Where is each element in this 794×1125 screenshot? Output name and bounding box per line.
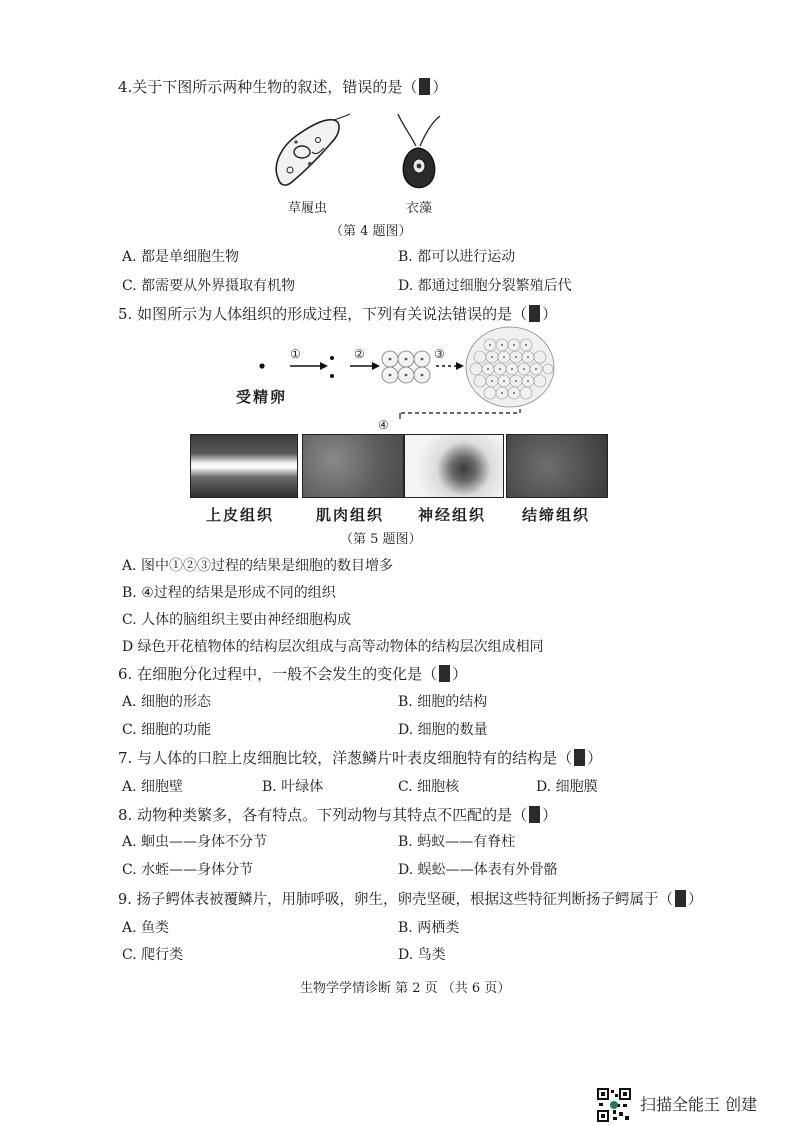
answer-box — [419, 78, 430, 95]
q9-option-a: A. 鱼类 — [122, 920, 170, 936]
q4-option-b: B. 都可以进行运动 — [398, 249, 516, 265]
q6-option-c: C. 细胞的功能 — [122, 722, 212, 738]
qr-code-icon — [597, 1088, 631, 1122]
q5-option-b: B. ④过程的结果是形成不同的组织 — [122, 585, 336, 601]
paramecium-label: 草履虫 — [288, 201, 328, 216]
chlamydomonas-label: 衣藻 — [406, 201, 433, 216]
scanner-app-label: 扫描全能王 创建 — [640, 1095, 758, 1114]
zygote-label: 受精卵 — [236, 388, 288, 406]
epithelial-tissue-image — [190, 434, 298, 498]
q6-option-b: B. 细胞的结构 — [398, 694, 488, 710]
q8-option-b: B. 蚂蚁——有脊柱 — [398, 834, 516, 850]
page-footer: 生物学学情诊断 第 2 页 （共 6 页） — [300, 981, 511, 996]
q4-figure-caption: （第 4 题图） — [330, 224, 412, 239]
step-2-label: ② — [354, 347, 365, 361]
q8-stem: 8. 动物种类繁多，各有特点。下列动物与其特点不匹配的是（ ） — [118, 806, 558, 824]
q4-option-d: D. 都通过细胞分裂繁殖后代 — [398, 278, 572, 294]
muscle-tissue-image — [302, 434, 404, 498]
q7-stem: 7. 与人体的口腔上皮细胞比较，洋葱鳞片叶表皮细胞特有的结构是（ ） — [118, 749, 603, 767]
answer-box — [529, 305, 540, 322]
answer-box — [439, 665, 450, 682]
q5-option-c: C. 人体的脑组织主要由神经细胞构成 — [122, 612, 352, 628]
q9-option-b: B. 两栖类 — [398, 920, 460, 936]
q9-stem: 9. 扬子鳄体表被覆鳞片，用肺呼吸，卵生，卵壳坚硬，根据这些特征判断扬子鳄属于（ ） — [118, 892, 703, 908]
q6-stem: 6. 在细胞分化过程中，一般不会发生的变化是（ ） — [118, 665, 468, 683]
paramecium-illustration — [268, 112, 352, 194]
tissue-label-nerve: 神经组织 — [418, 506, 487, 524]
answer-box — [675, 890, 686, 907]
q4-option-a: A. 都是单细胞生物 — [122, 249, 240, 265]
q8-option-a: A. 蛔虫——身体不分节 — [122, 834, 268, 850]
q5-option-d: D 绿色开花植物体的结构层次组成与高等动物体的结构层次组成相同 — [122, 639, 544, 655]
step-4-label: ④ — [378, 418, 389, 432]
q5-stem: 5. 如图所示为人体组织的形成过程，下列有关说法错误的是（ ） — [118, 305, 558, 323]
q9-option-c: C. 爬行类 — [122, 947, 184, 963]
tissue-label-connective: 结缔组织 — [522, 506, 591, 524]
q7-option-d: D. 细胞膜 — [536, 779, 598, 795]
step-3-label: ③ — [434, 347, 445, 361]
q6-option-a: A. 细胞的形态 — [122, 694, 212, 710]
q8-option-d: D. 蜈蚣——体表有外骨骼 — [398, 862, 558, 878]
answer-box — [574, 749, 585, 766]
tissue-label-epithelial: 上皮组织 — [206, 506, 275, 524]
q7-option-a: A. 细胞壁 — [122, 779, 184, 795]
q7-option-c: C. 细胞核 — [398, 779, 460, 795]
q9-option-d: D. 鸟类 — [398, 947, 446, 963]
chlamydomonas-illustration — [392, 110, 446, 192]
q4-option-c: C. 都需要从外界摄取有机物 — [122, 278, 296, 294]
q7-option-b: B. 叶绿体 — [262, 779, 324, 795]
answer-box — [529, 806, 540, 823]
nerve-tissue-image — [404, 434, 504, 498]
q6-option-d: D. 细胞的数量 — [398, 722, 488, 738]
cell-division-diagram — [250, 325, 560, 420]
tissue-label-muscle: 肌肉组织 — [316, 506, 385, 524]
q5-figure-caption: （第 5 题图） — [340, 532, 422, 547]
q4-stem: 4.关于下图所示两种生物的叙述，错误的是（ ） — [118, 78, 448, 96]
q5-option-a: A. 图中①②③过程的结果是细胞的数目增多 — [122, 558, 394, 574]
connective-tissue-image — [506, 434, 608, 498]
step-1-label: ① — [290, 347, 301, 361]
q8-option-c: C. 水蛭——身体分节 — [122, 862, 254, 878]
